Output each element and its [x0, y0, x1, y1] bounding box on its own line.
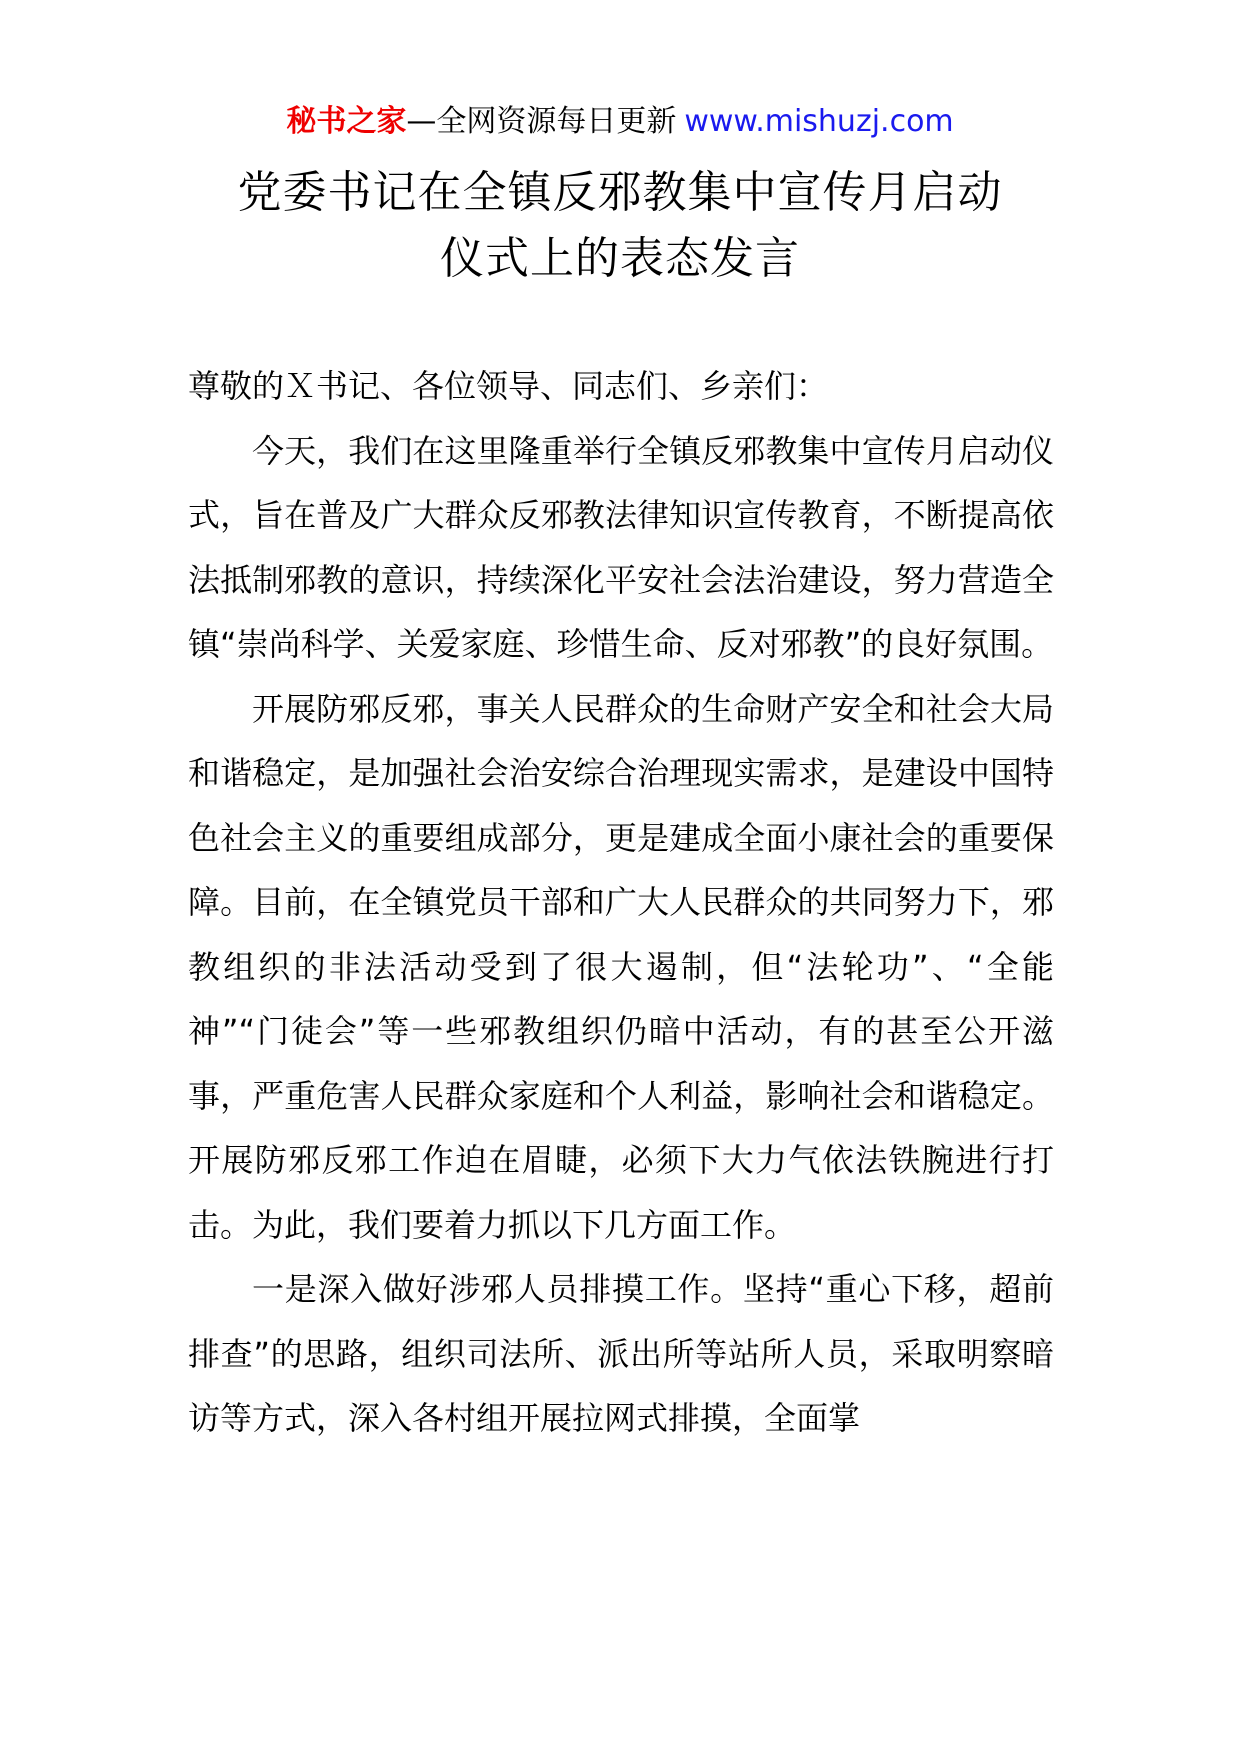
title-line-2: 仪式上的表态发言 [440, 233, 800, 284]
document-body [188, 354, 1054, 1451]
document-title [0, 160, 1240, 292]
header-tagline: —全网资源每日更新 [406, 104, 677, 139]
title-line-1: 党委书记在全镇反邪教集中宣传月启动 [237, 167, 1003, 218]
paragraph-3: 一是深入做好涉邪人员排摸工作。坚持“重心下移，超前排查”的思路，组织司法所、派出所等站所人员，采取明察暗访等方式，深入各村组开展拉网式排摸，全面掌 [188, 1270, 1054, 1437]
site-header [0, 100, 1240, 144]
paragraph-1: 今天，我们在这里隆重举行全镇反邪教集中宣传月启动仪式，旨在普及广大群众反邪教法律知识宣传教育，不断提高依法抵制邪教的意识，持续深化平安社会法治建设，努力营造全镇“崇尚科学、关爱家庭、珍惜生命、反对邪教”的良好氛围。 [188, 431, 1054, 663]
salutation: 尊敬的Ｘ书记、各位领导、同志们、乡亲们： [188, 367, 829, 405]
brand-name: 秘书之家 [286, 104, 407, 139]
paragraph-2: 开展防邪反邪，事关人民群众的生命财产安全和社会大局和谐稳定，是加强社会治安综合治理现实需求，是建设中国特色社会主义的重要组成部分，更是建成全面小康社会的重要保障。目前，在全镇党员干部和广大人民群众的共同努力下，邪教组织的非法活动受到了很大遏制，但“法轮功”、“全能神”“门徒会”等一些邪教组织仍暗中活动，有的甚至公开滋事，严重危害人民群众家庭和个人利益，影响社会和谐稳定。开展防邪反邪工作迫在眉睫，必须下大力气依法铁腕进行打击。为此，我们要着力抓以下几方面工作。 [188, 689, 1054, 1244]
site-url-link[interactable]: www.mishuzj.com [684, 104, 954, 139]
